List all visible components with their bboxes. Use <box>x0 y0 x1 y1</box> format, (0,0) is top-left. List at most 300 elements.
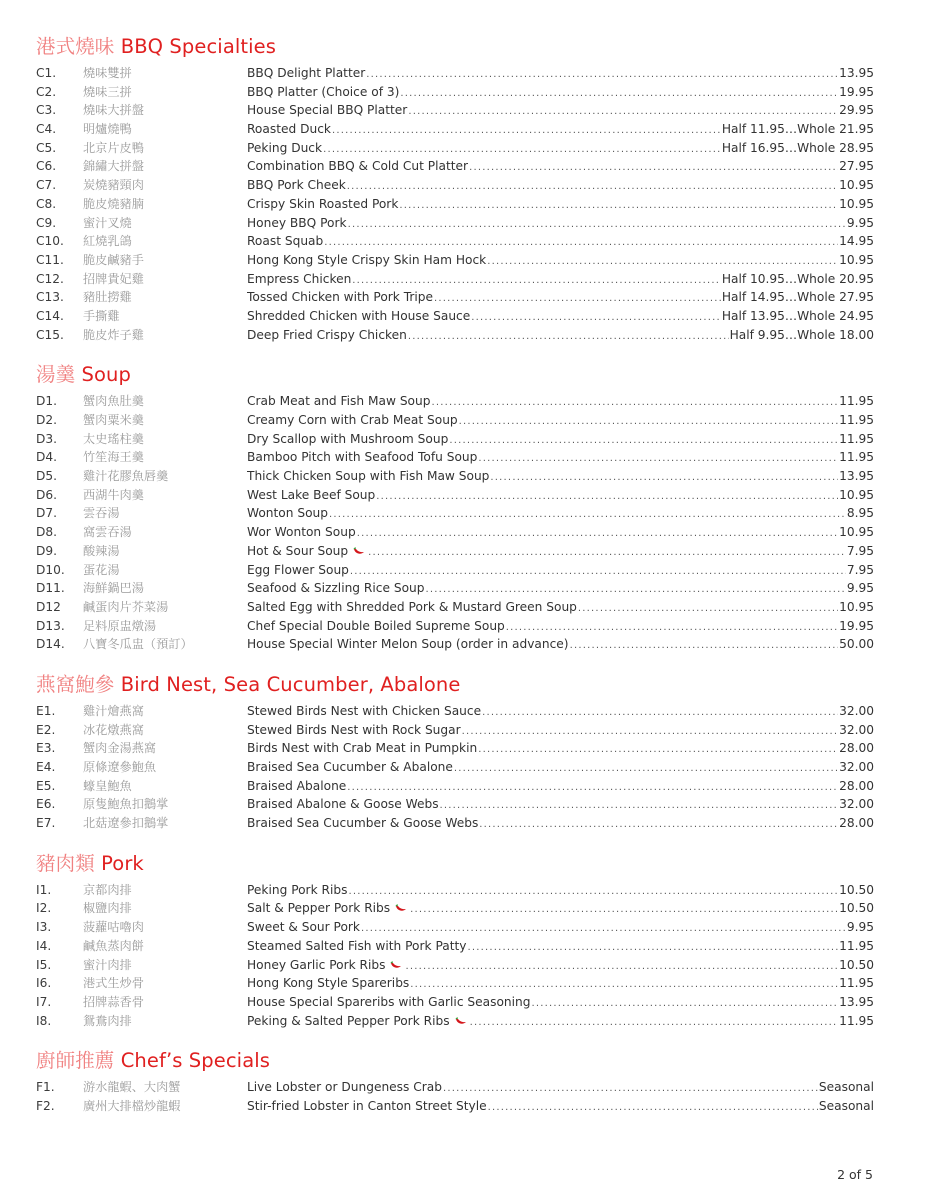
item-description <box>247 486 874 507</box>
item-description <box>247 157 874 178</box>
item-price: 29.95 <box>839 103 874 118</box>
item-chinese-name: 原條遼參鮑魚 <box>83 760 157 774</box>
item-code: C7. <box>36 178 57 193</box>
item-english-name: Creamy Corn with Crab Meat Soup <box>247 413 458 427</box>
item-chinese-name: 窩雲吞湯 <box>83 525 132 540</box>
menu-item <box>36 702 874 721</box>
item-chinese-name: 雲吞湯 <box>83 506 120 521</box>
item-description <box>247 326 874 347</box>
item-chinese-name: 原隻鮑魚扣鵝掌 <box>83 797 169 812</box>
chili-pepper-icon <box>352 543 365 553</box>
menu-item <box>36 467 874 486</box>
item-english-name: Hot & Sour Soup <box>247 543 349 558</box>
item-description <box>247 881 874 902</box>
item-code: E6. <box>36 797 56 812</box>
item-code: I6. <box>36 976 52 991</box>
item-price: 11.95 <box>839 394 874 409</box>
section-title <box>36 362 874 388</box>
menu-item <box>36 101 874 120</box>
item-code: D8. <box>36 525 58 540</box>
item-description <box>247 702 874 723</box>
item-chinese-name: 蟹肉粟米羹 <box>83 413 144 427</box>
item-english-name: Braised Sea Cucumber & Abalone <box>247 760 453 774</box>
item-price: 13.95 <box>839 994 874 1009</box>
menu-item <box>36 739 874 758</box>
dot-leader <box>488 1099 818 1118</box>
item-description <box>247 899 874 920</box>
item-code: D12 <box>36 599 61 614</box>
menu-item <box>36 288 874 307</box>
item-price: 50.00 <box>839 637 874 652</box>
item-price: 10.95 <box>839 599 874 614</box>
item-code: I8. <box>36 1013 52 1028</box>
menu-item <box>36 504 874 523</box>
section-title-english: Bird Nest, Sea Cucumber, Abalone <box>120 672 461 696</box>
item-english-name: Peking Pork Ribs <box>247 882 348 897</box>
item-english-name: Stewed Birds Nest with Rock Sugar <box>247 722 461 737</box>
item-english-name: House Special BBQ Platter <box>247 103 408 118</box>
item-code: D11. <box>36 581 65 596</box>
item-english-name: BBQ Platter (Choice of 3) <box>247 84 400 99</box>
item-chinese-name: 椒鹽肉排 <box>83 901 132 916</box>
item-english-name: House Special Spareribs with Garlic Seasoning <box>247 994 531 1009</box>
item-description <box>247 598 874 619</box>
item-english-name: Salt & Pepper Pork Ribs <box>247 901 391 916</box>
dot-leader <box>408 328 729 347</box>
menu-section <box>36 1048 874 1115</box>
menu-item <box>36 937 874 956</box>
item-chinese-name: 足料原盅燉湯 <box>83 618 157 633</box>
item-description <box>247 956 874 977</box>
item-price: 9.95 <box>846 215 874 230</box>
item-english-name: Deep Fried Crispy Chicken <box>247 327 407 342</box>
item-code: C8. <box>36 196 57 211</box>
item-english-name: Egg Flower Soup <box>247 562 349 577</box>
menu-item <box>36 1097 874 1116</box>
item-chinese-name: 脆皮鹹豬手 <box>83 252 144 267</box>
item-english-name: Salted Egg with Shredded Pork & Mustard Green Soup <box>247 599 577 614</box>
item-english-name: Wonton Soup <box>247 506 329 521</box>
item-code: C12. <box>36 271 64 286</box>
item-description <box>247 448 874 469</box>
item-english-name: Live Lobster or Dungeness Crab <box>247 1080 442 1095</box>
item-english-name: Hong Kong Style Spareribs <box>247 976 410 991</box>
item-chinese-name: 蟹肉金湯燕窩 <box>83 741 157 756</box>
section-title-chinese: 港式燒味 <box>36 35 115 58</box>
item-price: 32.00 <box>839 760 874 774</box>
menu-item <box>36 881 874 900</box>
item-english-name: BBQ Delight Platter <box>247 66 366 80</box>
item-price: 10.95 <box>839 252 874 267</box>
item-code: C2. <box>36 84 57 99</box>
menu-section <box>36 672 874 833</box>
item-description <box>247 83 874 104</box>
menu-item <box>36 617 874 636</box>
menu-section <box>36 34 874 344</box>
item-price: 11.95 <box>839 1013 874 1028</box>
item-code: I5. <box>36 957 52 972</box>
item-code: E4. <box>36 760 56 774</box>
item-chinese-name: 炭燒豬頸肉 <box>83 178 144 193</box>
chili-pepper-icon <box>389 957 402 967</box>
item-chinese-name: 冰花燉燕窩 <box>83 722 144 737</box>
item-code: D14. <box>36 637 65 652</box>
item-price: 32.00 <box>839 703 874 718</box>
item-description <box>247 195 874 216</box>
item-code: I4. <box>36 938 52 953</box>
menu-item <box>36 542 874 561</box>
item-code: D1. <box>36 394 58 409</box>
section-title <box>36 672 874 698</box>
item-price: 11.95 <box>839 431 874 446</box>
menu-item <box>36 758 874 777</box>
chili-pepper-icon <box>394 900 407 910</box>
menu-section <box>36 851 874 1031</box>
item-description <box>247 176 874 197</box>
item-chinese-name: 招牌貴妃雞 <box>83 271 144 286</box>
item-chinese-name: 太史瑤柱羹 <box>83 431 144 446</box>
item-english-name: Tossed Chicken with Pork Tripe <box>247 290 434 305</box>
menu-item <box>36 270 874 289</box>
item-description <box>247 411 874 432</box>
item-description <box>247 251 874 272</box>
item-chinese-name: 脆皮炸子雞 <box>83 327 144 342</box>
item-description <box>247 523 874 544</box>
item-code: F2. <box>36 1098 55 1113</box>
item-english-name: Sweet & Sour Pork <box>247 920 360 935</box>
item-english-name: Empress Chicken <box>247 271 352 286</box>
section-title-chinese: 廚師推薦 <box>36 1049 115 1073</box>
page-indicator: 2 of 5 <box>837 1167 873 1182</box>
item-price: Half 10.95…Whole 20.95 <box>721 271 874 286</box>
item-english-name: Crispy Skin Roasted Pork <box>247 196 399 211</box>
item-code: D7. <box>36 506 58 521</box>
item-chinese-name: 燒味雙拼 <box>83 66 132 80</box>
item-code: C5. <box>36 140 57 155</box>
item-chinese-name: 蟹肉魚肚羹 <box>83 394 144 409</box>
item-code: C10. <box>36 234 64 249</box>
item-description <box>247 561 874 582</box>
item-description <box>247 232 874 253</box>
menu-item <box>36 195 874 214</box>
item-chinese-name: 蛋花湯 <box>83 562 120 577</box>
item-chinese-name: 西湖牛肉羹 <box>83 487 144 502</box>
item-english-name: Honey BBQ Pork <box>247 215 347 230</box>
menu-item <box>36 721 874 740</box>
section-title <box>36 851 874 877</box>
item-price: Seasonal <box>818 1098 874 1113</box>
menu-item <box>36 176 874 195</box>
menu-item <box>36 598 874 617</box>
item-chinese-name: 蜜汁叉燒 <box>83 215 132 230</box>
item-description <box>247 777 874 798</box>
item-code: F1. <box>36 1080 55 1095</box>
menu-item <box>36 448 874 467</box>
item-price: 32.00 <box>839 722 874 737</box>
item-price: 10.95 <box>839 487 874 502</box>
menu-page <box>36 34 874 1134</box>
menu-item <box>36 64 874 83</box>
item-description <box>247 101 874 122</box>
item-chinese-name: 酸辣湯 <box>83 543 120 558</box>
item-chinese-name: 鹹蛋肉片芥菜湯 <box>83 599 169 614</box>
item-code: C14. <box>36 308 64 323</box>
item-chinese-name: 雞汁花膠魚唇羹 <box>83 469 169 484</box>
item-price: 13.95 <box>839 66 874 80</box>
item-price: 9.95 <box>846 920 874 935</box>
item-price: 14.95 <box>839 234 874 249</box>
item-code: E7. <box>36 816 56 831</box>
menu-item <box>36 635 874 654</box>
item-description <box>247 430 874 451</box>
menu-item <box>36 83 874 102</box>
item-english-name: Hong Kong Style Crispy Skin Ham Hock <box>247 252 487 267</box>
item-chinese-name: 蜜汁肉排 <box>83 957 132 972</box>
menu-item <box>36 1078 874 1097</box>
item-english-name: Peking & Salted Pepper Pork Ribs <box>247 1013 450 1028</box>
item-english-name: Chef Special Double Boiled Supreme Soup <box>247 618 505 633</box>
item-price: Half 14.95…Whole 27.95 <box>721 290 874 305</box>
item-description <box>247 814 874 835</box>
menu-item <box>36 993 874 1012</box>
item-chinese-name: 鹹魚蒸肉餅 <box>83 938 144 953</box>
item-price: 10.95 <box>839 196 874 211</box>
item-price: 11.95 <box>839 413 874 427</box>
item-price: 7.95 <box>846 543 874 558</box>
item-price: Half 11.95…Whole 21.95 <box>721 122 874 137</box>
item-description <box>247 64 874 85</box>
item-chinese-name: 廣州大排檔炒龍蝦 <box>83 1098 181 1113</box>
item-description <box>247 937 874 958</box>
item-description <box>247 617 874 638</box>
menu-item <box>36 1012 874 1031</box>
item-chinese-name: 海鮮鍋巴湯 <box>83 581 144 596</box>
item-description <box>247 579 874 600</box>
item-english-name: Crab Meat and Fish Maw Soup <box>247 394 431 409</box>
item-english-name: Wor Wonton Soup <box>247 525 356 540</box>
item-price: 19.95 <box>839 618 874 633</box>
item-english-name: Stewed Birds Nest with Chicken Sauce <box>247 703 482 718</box>
menu-item <box>36 899 874 918</box>
item-price: 28.00 <box>839 816 874 831</box>
section-title-chinese: 湯羹 <box>36 363 76 387</box>
item-price: Half 13.95…Whole 24.95 <box>721 308 874 323</box>
item-english-name: Braised Sea Cucumber & Goose Webs <box>247 816 479 831</box>
item-code: I7. <box>36 994 52 1009</box>
item-english-name: Combination BBQ & Cold Cut Platter <box>247 159 469 174</box>
item-chinese-name: 明爐燒鴨 <box>83 122 132 137</box>
section-title-english: Pork <box>101 851 144 875</box>
item-code: E1. <box>36 703 56 718</box>
item-chinese-name: 菠蘿咕嚕肉 <box>83 920 144 935</box>
menu-item <box>36 430 874 449</box>
chili-pepper-icon <box>454 1013 467 1023</box>
section-title <box>36 1048 874 1074</box>
item-code: I2. <box>36 901 52 916</box>
item-description <box>247 739 874 760</box>
item-english-name: Stir-fried Lobster in Canton Street Style <box>247 1098 487 1113</box>
section-title-english: BBQ Specialties <box>120 35 277 58</box>
item-price: 10.95 <box>839 525 874 540</box>
menu-item <box>36 956 874 975</box>
menu-item <box>36 777 874 796</box>
item-price: 11.95 <box>839 976 874 991</box>
section-title-english: Chef’s Specials <box>120 1049 271 1073</box>
item-english-name: Thick Chicken Soup with Fish Maw Soup <box>247 469 490 484</box>
item-code: C11. <box>36 252 64 267</box>
item-chinese-name: 竹笙海王羹 <box>83 450 144 465</box>
item-english-name: Honey Garlic Pork Ribs <box>247 957 386 972</box>
item-price: 28.00 <box>839 778 874 793</box>
item-code: I3. <box>36 920 52 935</box>
item-chinese-name: 紅燒乳鴿 <box>83 234 132 249</box>
item-english-name: Roasted Duck <box>247 122 331 137</box>
item-price: Half 9.95…Whole 18.00 <box>729 327 874 342</box>
item-chinese-name: 八寶冬瓜盅（預訂） <box>83 637 193 652</box>
item-price: 11.95 <box>839 450 874 465</box>
item-description <box>247 721 874 742</box>
dot-leader <box>479 816 838 835</box>
item-code: D13. <box>36 618 65 633</box>
item-english-name: Steamed Salted Fish with Pork Patty <box>247 938 467 953</box>
item-chinese-name: 脆皮燒豬腩 <box>83 196 144 211</box>
menu-item <box>36 214 874 233</box>
item-chinese-name: 游水龍蝦、大肉蟹 <box>83 1080 181 1095</box>
item-description <box>247 635 874 656</box>
item-code: C9. <box>36 215 57 230</box>
item-english-name: Shredded Chicken with House Sauce <box>247 308 471 323</box>
section-title-chinese: 燕窩鮑參 <box>36 672 115 696</box>
item-code: C15. <box>36 327 64 342</box>
menu-item <box>36 523 874 542</box>
item-price: 13.95 <box>839 469 874 484</box>
item-code: C6. <box>36 159 57 174</box>
item-description <box>247 467 874 488</box>
item-chinese-name: 北菇遼參扣鵝掌 <box>83 816 169 831</box>
section-title-english: Soup <box>81 363 131 387</box>
item-chinese-name: 京都肉排 <box>83 882 132 897</box>
item-code: C3. <box>36 103 57 118</box>
item-price: 7.95 <box>846 562 874 577</box>
menu-section <box>36 362 874 654</box>
item-price: 10.50 <box>839 957 874 972</box>
menu-item <box>36 814 874 833</box>
menu-item <box>36 326 874 345</box>
dot-leader <box>470 1014 839 1033</box>
menu-item <box>36 795 874 814</box>
item-english-name: Bamboo Pitch with Seafood Tofu Soup <box>247 450 478 465</box>
item-code: D3. <box>36 431 58 446</box>
item-description <box>247 139 874 160</box>
item-english-name: Peking Duck <box>247 140 323 155</box>
item-code: D2. <box>36 413 58 427</box>
item-chinese-name: 燒味三拼 <box>83 84 132 99</box>
item-chinese-name: 錦繡大拼盤 <box>83 159 144 174</box>
item-price: 10.50 <box>839 882 874 897</box>
item-chinese-name: 豬肚撈雞 <box>83 290 132 305</box>
item-english-name: West Lake Beef Soup <box>247 487 376 502</box>
item-code: C13. <box>36 290 64 305</box>
item-price: Seasonal <box>818 1080 874 1095</box>
item-description <box>247 1078 874 1099</box>
menu-item <box>36 974 874 993</box>
item-english-name: Braised Abalone & Goose Webs <box>247 797 439 812</box>
menu-item <box>36 251 874 270</box>
item-code: E2. <box>36 722 56 737</box>
menu-item <box>36 561 874 580</box>
item-code: D4. <box>36 450 58 465</box>
menu-item <box>36 411 874 430</box>
menu-item <box>36 232 874 251</box>
item-code: D9. <box>36 543 58 558</box>
section-title <box>36 34 874 60</box>
item-price: 32.00 <box>839 797 874 812</box>
item-english-name: BBQ Pork Cheek <box>247 178 346 193</box>
item-english-name: Roast Squab <box>247 234 324 249</box>
item-code: E3. <box>36 741 56 756</box>
item-chinese-name: 雞汁燴燕窩 <box>83 703 144 718</box>
item-description <box>247 1012 874 1033</box>
dot-leader <box>570 637 839 656</box>
item-english-name: Seafood & Sizzling Rice Soup <box>247 581 425 596</box>
item-price: 19.95 <box>839 84 874 99</box>
item-english-name: Dry Scallop with Mushroom Soup <box>247 431 449 446</box>
item-description <box>247 993 874 1014</box>
item-price: 9.95 <box>846 581 874 596</box>
menu-item <box>36 307 874 326</box>
item-description <box>247 120 874 141</box>
item-price: 8.95 <box>846 506 874 521</box>
item-code: C4. <box>36 122 57 137</box>
item-english-name: Birds Nest with Crab Meat in Pumpkin <box>247 741 478 756</box>
section-title-chinese: 豬肉類 <box>36 851 95 875</box>
item-description <box>247 974 874 995</box>
item-price: 28.00 <box>839 741 874 756</box>
item-price: 11.95 <box>839 938 874 953</box>
item-description <box>247 392 874 413</box>
item-description <box>247 307 874 328</box>
item-description <box>247 542 874 563</box>
item-chinese-name: 鴛鴦肉排 <box>83 1013 132 1028</box>
item-description <box>247 214 874 235</box>
item-description <box>247 795 874 816</box>
item-code: D6. <box>36 487 58 502</box>
item-english-name: House Special Winter Melon Soup (order in advance) <box>247 637 569 652</box>
item-description <box>247 504 874 525</box>
item-chinese-name: 港式生炒骨 <box>83 976 144 991</box>
item-code: C1. <box>36 66 57 80</box>
item-description <box>247 270 874 291</box>
item-chinese-name: 北京片皮鴨 <box>83 140 144 155</box>
item-code: D10. <box>36 562 65 577</box>
item-price: 10.95 <box>839 178 874 193</box>
item-description <box>247 1097 874 1118</box>
item-chinese-name: 招牌蒜香骨 <box>83 994 144 1009</box>
menu-item <box>36 918 874 937</box>
menu-item <box>36 139 874 158</box>
menu-item <box>36 486 874 505</box>
item-chinese-name: 蠔皇鮑魚 <box>83 778 132 793</box>
item-chinese-name: 手撕雞 <box>83 308 120 323</box>
item-description <box>247 918 874 939</box>
menu-item <box>36 579 874 598</box>
menu-item <box>36 392 874 411</box>
item-price: Half 16.95…Whole 28.95 <box>721 140 874 155</box>
item-code: D5. <box>36 469 58 484</box>
item-code: E5. <box>36 778 56 793</box>
menu-item <box>36 120 874 139</box>
item-description <box>247 288 874 309</box>
